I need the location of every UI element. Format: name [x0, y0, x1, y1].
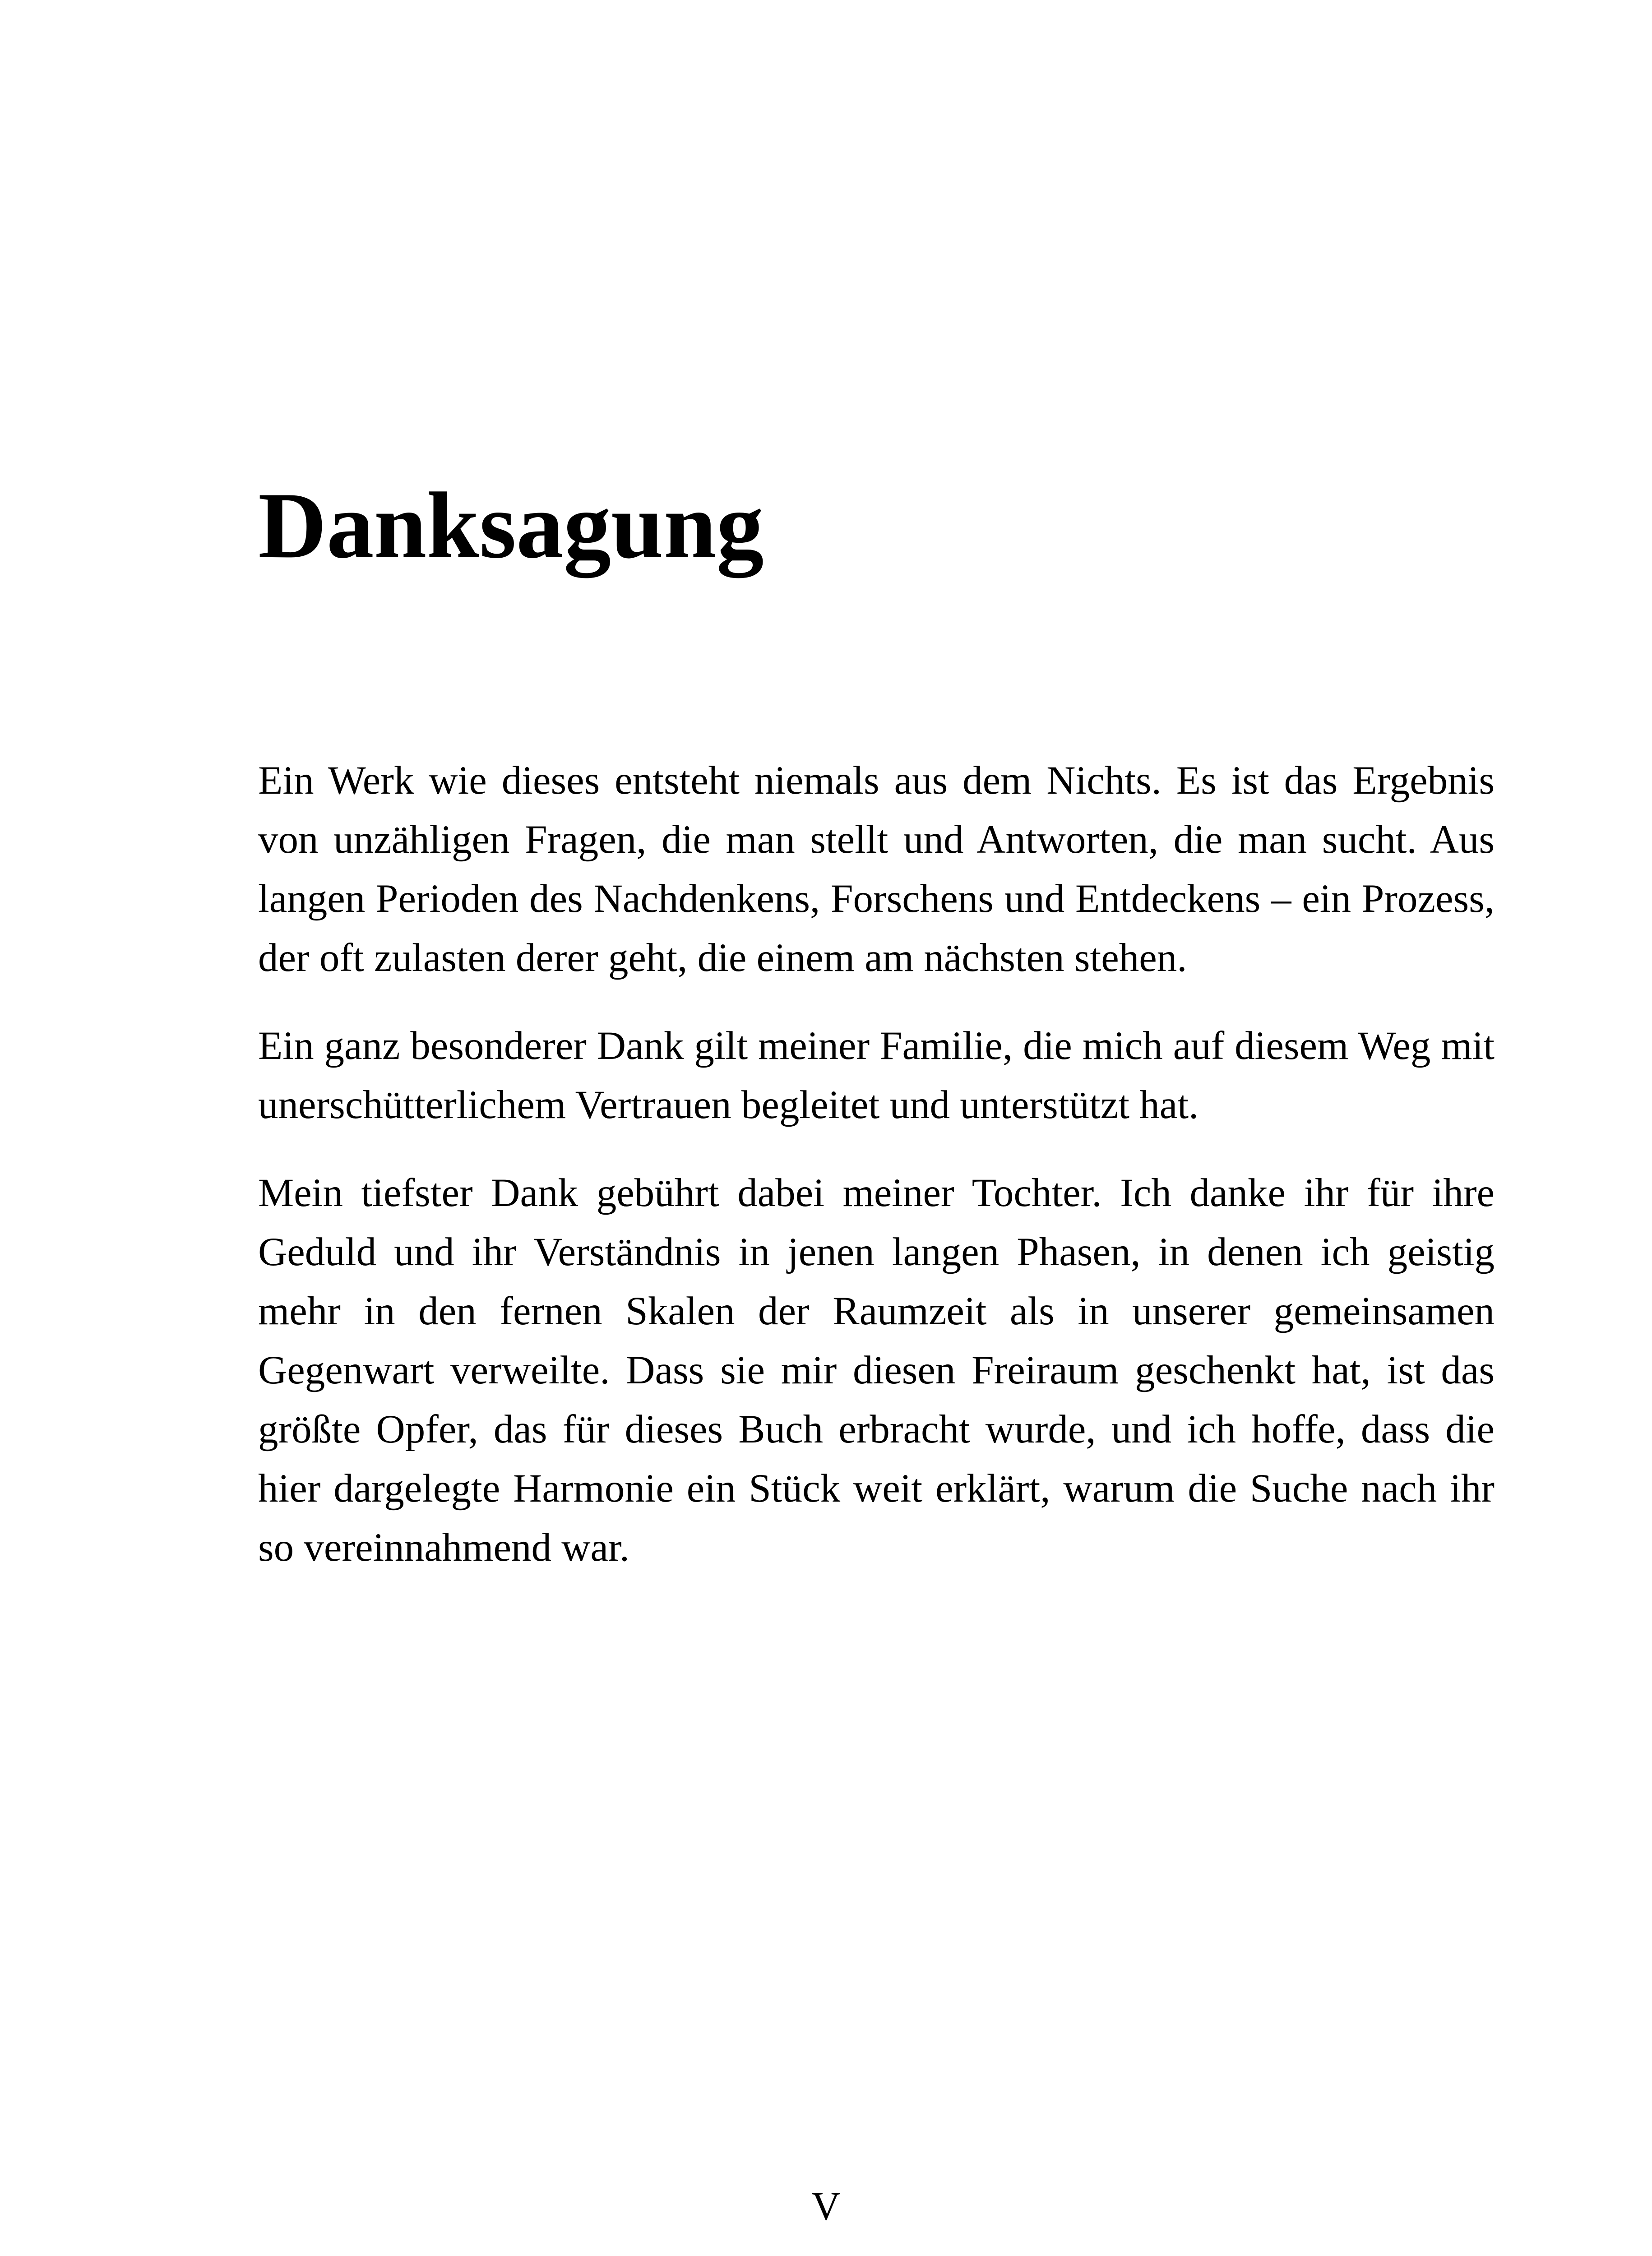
paragraph-3: Mein tiefster Dank gebührt dabei meiner Tochter. Ich danke ihr für ihre Geduld und ihr Verständnis in jenen langen Phasen, in denen ich geistig mehr in den fernen Skalen der Raumzeit als in unserer gemeinsamen Gegenwart verweilte. Dass sie mir diesen Freiraum geschenkt hat, ist das größte Opfer, das für dieses Buch erbracht wurde, und ich hoffe, dass die hier dargelegte Harmonie ein Stück weit erklärt, warum die Suche nach ihr so vereinnahmend war. — [258, 1171, 1495, 1570]
paragraph-1: Ein Werk wie dieses entsteht niemals aus dem Nichts. Es ist das Ergebnis von unzähligen Fragen, die man stellt und Antworten, die man sucht. Aus langen Perioden des Nachdenkens, Forschens und Entdeckens – ein Prozess, der oft zulasten derer geht, die einem am nächsten stehen. — [258, 758, 1495, 980]
acknowledgment-text — [258, 751, 1495, 1606]
page-number: V — [811, 2184, 841, 2228]
paragraph-2: Ein ganz besonderer Dank gilt meiner Familie, die mich auf diesem Weg mit unerschütterlichem Vertrauen begleitet und unterstützt hat. — [258, 1024, 1495, 1127]
chapter-title: Danksagung — [258, 473, 764, 578]
